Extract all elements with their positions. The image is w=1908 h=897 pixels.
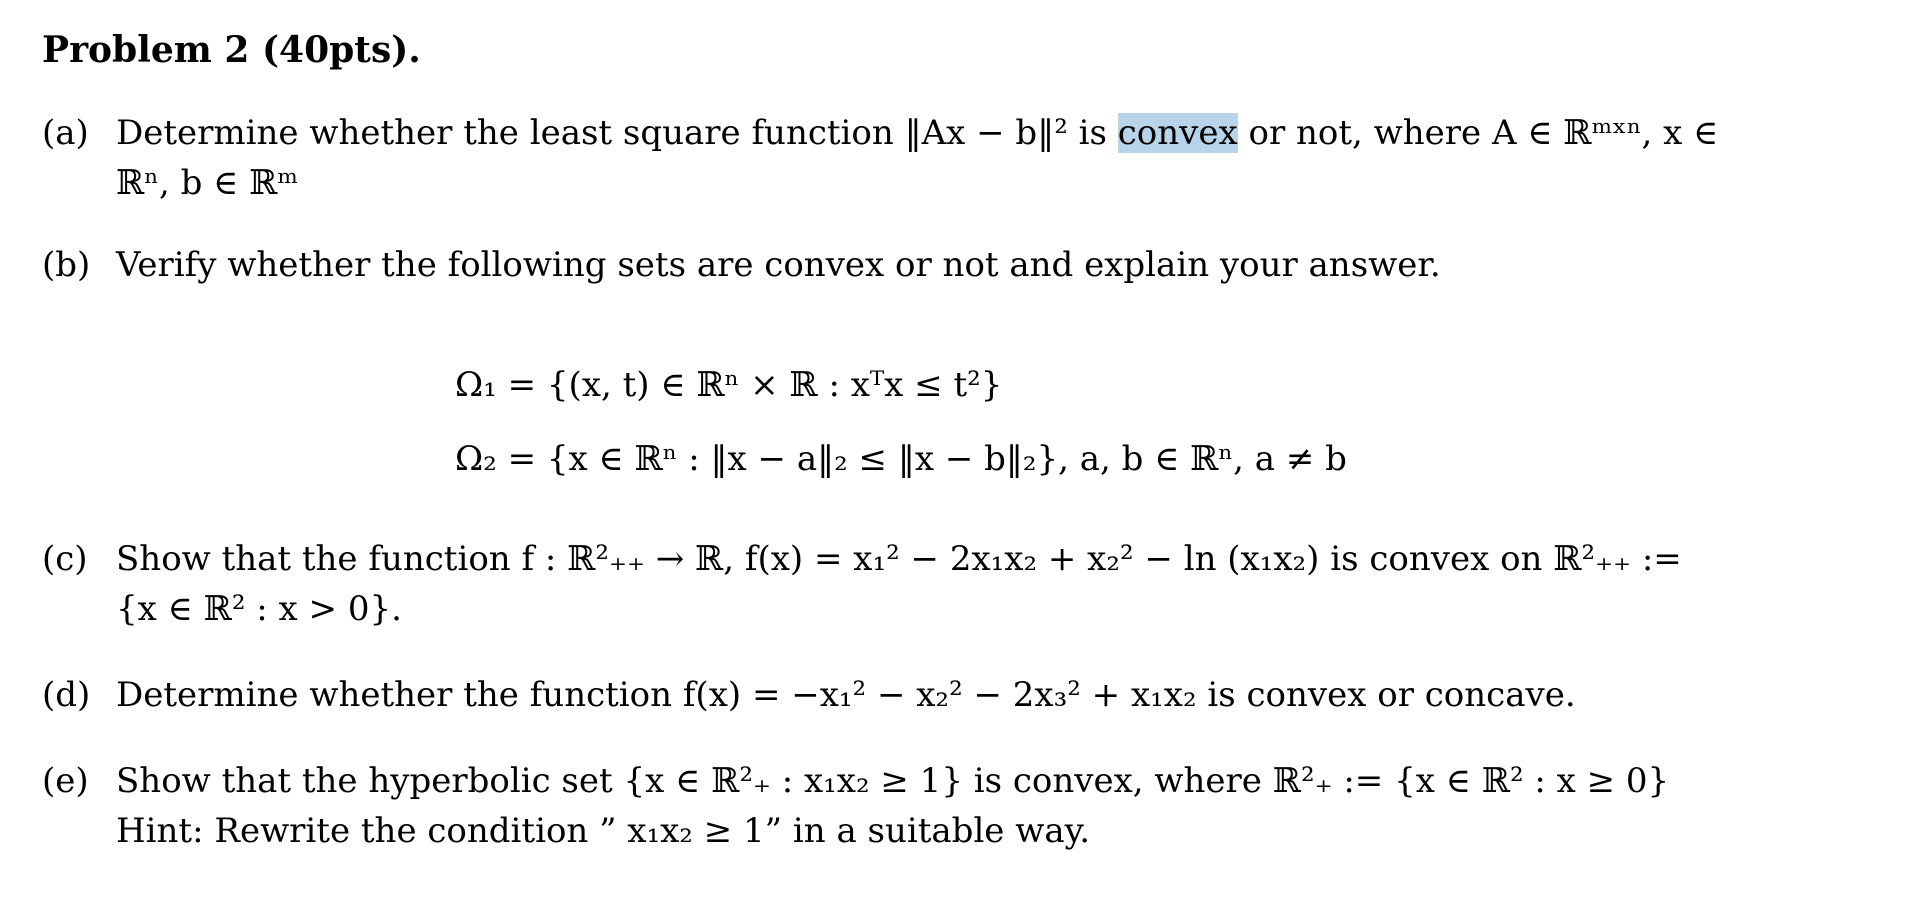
part-c-line-2: {x ∈ ℝ² : x > 0}.	[116, 589, 402, 629]
part-c-text	[116, 534, 1822, 634]
part-a	[42, 108, 1822, 208]
set-definitions	[455, 348, 1347, 496]
highlighted-word-convex[interactable]: convex	[1117, 113, 1238, 153]
part-c	[42, 534, 1822, 634]
part-b-label: (b)	[42, 245, 91, 285]
part-d	[42, 670, 1822, 720]
part-a-line-2: ℝⁿ, b ∈ ℝᵐ	[116, 163, 299, 203]
part-e-label: (e)	[42, 761, 89, 801]
part-b-text	[116, 240, 1822, 290]
part-a-text	[116, 108, 1822, 208]
part-e-line-2: Hint: Rewrite the condition ” x₁x₂ ≥ 1” in a suitable way.	[116, 811, 1091, 851]
problem-title: Problem 2 (40pts).	[42, 29, 421, 71]
part-e	[42, 756, 1822, 856]
part-a-label: (a)	[42, 113, 89, 153]
part-e-text	[116, 756, 1822, 856]
part-e-line-1: Show that the hyperbolic set {x ∈ ℝ²₊ : x₁x₂ ≥ 1} is convex, where ℝ²₊ := {x ∈ ℝ² : x ≥ 0}	[116, 761, 1670, 801]
part-b	[42, 240, 1822, 290]
part-a-line-1	[116, 108, 1822, 158]
part-d-line-1: Determine whether the function f(x) = −x₁² − x₂² − 2x₃² + x₁x₂ is convex or concave.	[116, 675, 1576, 715]
equation-omega-2: Ω₂ = {x ∈ ℝⁿ : ‖x − a‖₂ ≤ ‖x − b‖₂}, a, b ∈ ℝⁿ, a ≠ b	[455, 439, 1347, 479]
part-c-label: (c)	[42, 539, 88, 579]
part-d-text	[116, 670, 1822, 720]
part-b-line-1: Verify whether the following sets are convex or not and explain your answer.	[116, 245, 1441, 285]
equation-omega-1: Ω₁ = {(x, t) ∈ ℝⁿ × ℝ : xᵀx ≤ t²}	[455, 365, 1003, 405]
part-a-text-after: or not, where A ∈ ℝᵐˣⁿ, x ∈	[1237, 113, 1719, 153]
part-d-label: (d)	[42, 675, 91, 715]
part-c-line-1: Show that the function f : ℝ²₊₊ → ℝ, f(x) = x₁² − 2x₁x₂ + x₂² − ln (x₁x₂) is convex on ℝ²₊₊ :=	[116, 539, 1682, 579]
part-a-text-before: Determine whether the least square function ‖Ax − b‖² is	[116, 113, 1118, 153]
